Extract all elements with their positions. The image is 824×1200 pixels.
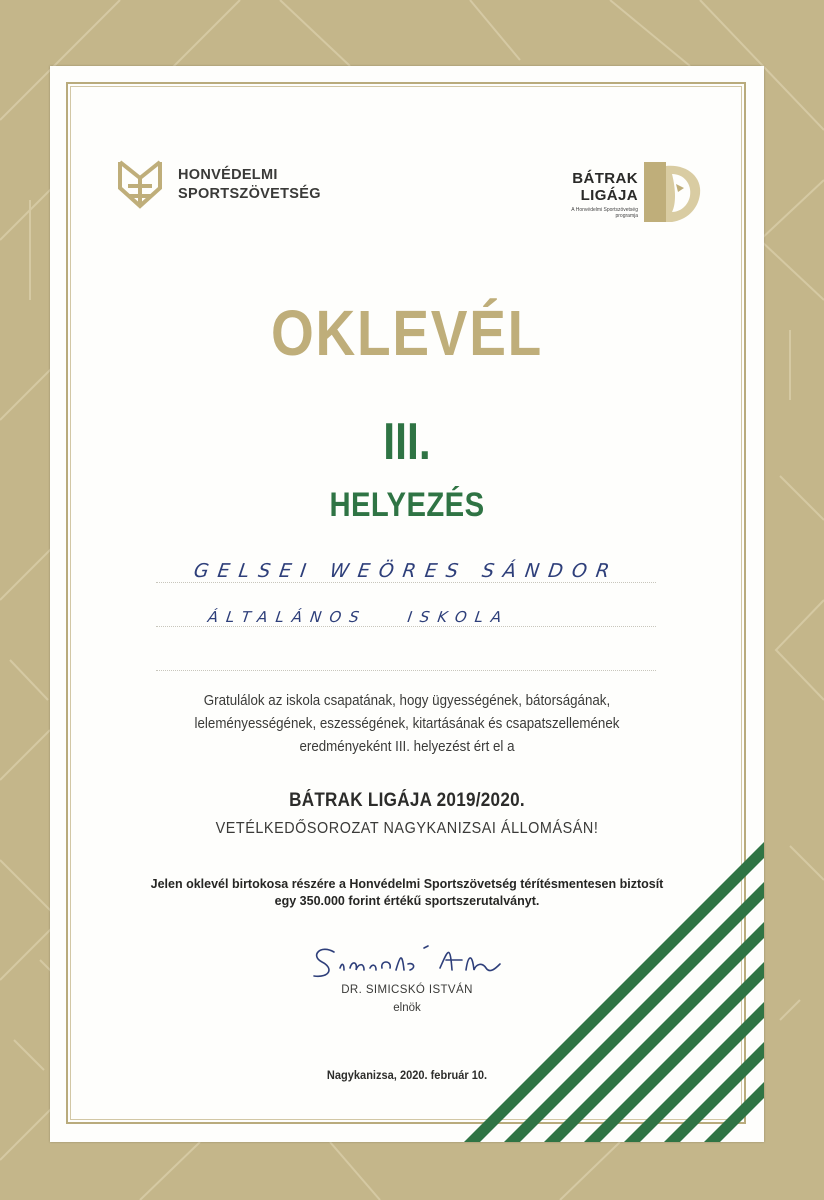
voucher-text [140, 876, 674, 910]
signer-title: elnök [393, 1002, 421, 1014]
hsz-logo-line1: HONVÉDELMI [178, 167, 278, 183]
voucher-line: egy 350.000 forint értékű sportszerutalványt. [274, 894, 540, 908]
recipient-line3-rule [156, 670, 656, 671]
voucher-line: Jelen oklevél birtokosa részére a Honvédelmi Sportszövetség térítésmentesen biztosít [150, 877, 664, 891]
place-and-date: Nagykanizsa, 2020. február 10. [326, 1068, 488, 1082]
certificate-paper [50, 66, 764, 1142]
batrak-logo-subtitle: A Honvédelmi Sportszövetség programja [571, 207, 638, 219]
congratulation-line: Gratulálok az iskola csapatának, hogy ügyességének, bátorságának, [203, 693, 611, 709]
hsz-emblem-icon [116, 158, 164, 212]
congratulation-text [180, 690, 634, 759]
placement-number: III. [383, 413, 431, 471]
recipient-line1-rule [156, 582, 656, 583]
recipient-line1: GELSEI WEÖRES SÁNDOR [192, 560, 620, 582]
recipient-line2: ÁLTALÁNOS ISKOLA [206, 608, 511, 626]
hsz-logo [116, 158, 321, 212]
league-title: BÁTRAK LIGÁJA 2019/2020. [289, 790, 525, 811]
batrak-logo-line2: LIGÁJA [580, 187, 638, 204]
hsz-logo-line2: SPORTSZÖVETSÉG [178, 186, 321, 202]
congratulation-line: leleményességének, eszességének, kitartásának és csapatszellemének [194, 716, 620, 732]
series-station: VETÉLKEDŐSOROZAT NAGYKANIZSAI ÁLLOMÁSÁN! [215, 820, 599, 837]
congratulation-line: eredményeként III. helyezést ért el a [299, 739, 515, 755]
batrak-ligaja-logo [560, 160, 704, 224]
certificate-title: OKLEVÉL [271, 297, 543, 369]
signature-image [300, 934, 520, 984]
signer-name: DR. SIMICSKÓ ISTVÁN [341, 984, 473, 996]
batrak-logo-line1: BÁTRAK [572, 170, 638, 187]
lion-emblem-icon [642, 160, 704, 224]
placement-label: HELYEZÉS [329, 486, 485, 524]
recipient-line2-rule [156, 626, 656, 627]
